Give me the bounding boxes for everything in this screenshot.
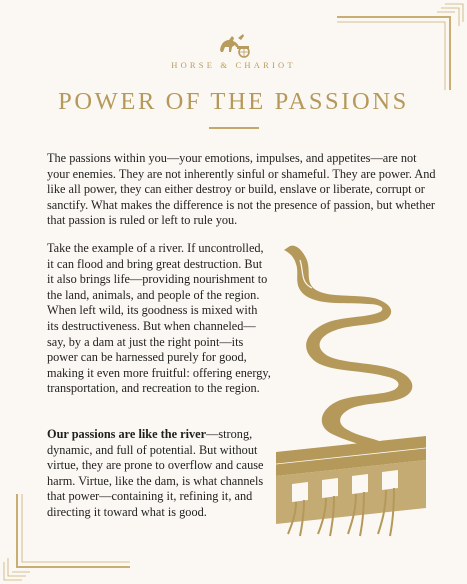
brand-name: HORSE & CHARIOT — [171, 60, 296, 70]
intro-paragraph: The passions within you—your emotions, impulses, and appetites—are not your enemies. They are not inherently sinful or shameful. They are power. And like all power, they can either destroy or build, enslave or liberate, corrupt or sanctify. What makes the difference is not the presence of passion, but whether that passion is ruled or left to rule you. — [47, 151, 436, 228]
horse-chariot-logo-icon — [215, 32, 253, 58]
page-title: POWER OF THE PASSIONS — [58, 88, 409, 115]
river-dam-icon — [256, 238, 436, 538]
conclusion-paragraph — [47, 427, 269, 521]
river-paragraph: Take the example of a river. If uncontrolled, it can flood and bring great destruction. But it also brings life—providing nourishment to the land, animals, and people of the region. When left wild, its goodness is mixed with its destructiveness. But when channeled—say, by a dam at just the right point—its power can be harnessed purely for good, making it even more fruitful: offering energy, transportation, and recreation to the region. — [47, 241, 271, 396]
conclusion-bold-lead: Our passions are like the river — [47, 427, 207, 441]
title-divider — [209, 127, 259, 129]
conclusion-text: —strong, dynamic, and full of potential. But without virtue, they are prone to overflow and cause harm. Virtue, like the dam, is what channels that power—containing it, refining it, and directing it toward what is good. — [47, 427, 264, 519]
brand-header — [0, 32, 467, 70]
